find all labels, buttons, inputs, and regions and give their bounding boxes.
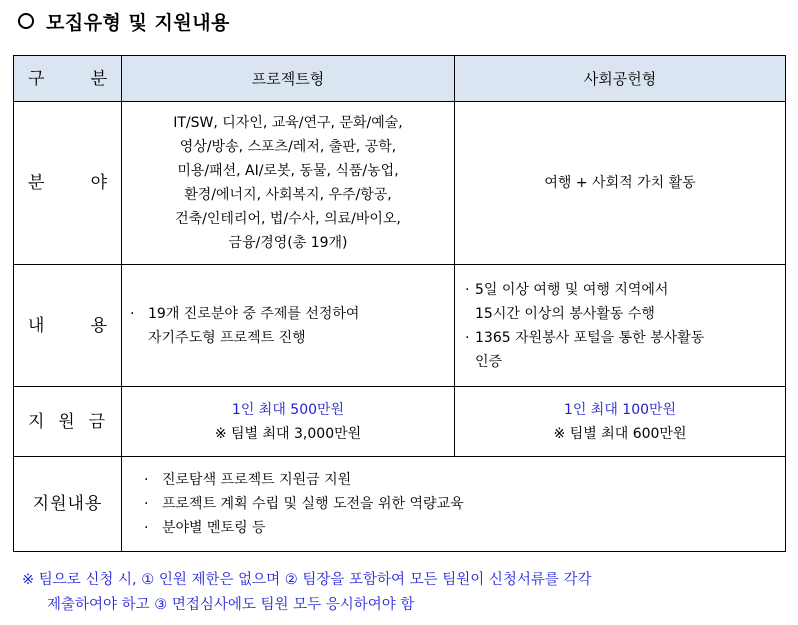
support-label-cell: 지원내용 xyxy=(14,457,122,552)
field-project-line: 미용/패션, AI/로봇, 동물, 식품/농업, xyxy=(177,163,399,179)
header-category-char: 분 xyxy=(90,68,107,89)
field-project-line: 건축/인테리어, 법/수사, 의료/바이오, xyxy=(175,211,401,227)
grant-label-char: 원 xyxy=(58,411,75,432)
table-header-row xyxy=(14,56,786,102)
support-item xyxy=(144,468,785,492)
bullet-dot-icon: · xyxy=(465,329,470,346)
content-label-cell xyxy=(14,265,122,387)
field-project-line: 환경/에너지, 사회복지, 우주/항공, xyxy=(184,187,392,203)
content-social-line: 15시간 이상의 봉사활동 수행 xyxy=(475,305,655,322)
content-social-line: 인증 xyxy=(475,353,503,370)
header-project-cell: 프로젝트형 xyxy=(122,56,455,102)
section-heading xyxy=(18,6,230,36)
content-social-line: 5일 이상 여행 및 여행 지역에서 xyxy=(475,281,669,298)
field-project-line: 금융/경영(총 19개) xyxy=(228,235,348,251)
content-social-item xyxy=(465,326,785,374)
bullet-dot-icon: · xyxy=(144,472,149,488)
grant-label-cell xyxy=(14,387,122,457)
grant-project-main: 1인 최대 500만원 xyxy=(231,401,345,418)
content-project-cell xyxy=(122,265,455,387)
section-title: 모집유형 및 지원내용 xyxy=(46,11,230,34)
bullet-dot-icon: · xyxy=(144,520,149,536)
content-social-line: 1365 자원봉사 포털을 통한 봉사활동 xyxy=(475,329,705,346)
grant-project-cell xyxy=(122,387,455,457)
grant-label-char: 금 xyxy=(88,411,105,432)
grant-label-char: 지 xyxy=(28,411,45,432)
support-item-text: 분야별 멘토링 등 xyxy=(162,520,266,536)
support-item-text: 진로탐색 프로젝트 지원금 지원 xyxy=(162,472,352,488)
recruitment-table xyxy=(13,55,786,552)
content-social-item xyxy=(465,278,785,326)
header-social-cell: 사회공헌형 xyxy=(455,56,786,102)
note-line: ※ 팀으로 신청 시, ① 인원 제한은 없으며 ② 팀장을 포함하여 모든 팀원이 신청서류를 각각 xyxy=(22,572,592,588)
team-application-note xyxy=(22,568,782,618)
field-label-cell xyxy=(14,102,122,265)
field-social-cell xyxy=(455,102,786,265)
content-project-line: 자기주도형 프로젝트 진행 xyxy=(148,329,306,346)
table-row-content xyxy=(14,265,786,387)
content-project-line: 19개 진로분야 중 주제를 선정하여 xyxy=(148,305,360,322)
support-item xyxy=(144,516,785,540)
field-project-cell xyxy=(122,102,455,265)
field-project-line: IT/SW, 디자인, 교육/연구, 문화/예술, xyxy=(173,115,403,131)
support-item-text: 프로젝트 계획 수립 및 실행 도전을 위한 역량교육 xyxy=(162,496,464,512)
circle-bullet-icon xyxy=(18,13,34,29)
support-item xyxy=(144,492,785,516)
bullet-dot-icon: · xyxy=(465,281,470,298)
content-project-item xyxy=(130,302,454,350)
header-category-char: 구 xyxy=(28,68,45,89)
content-social-cell xyxy=(455,265,786,387)
table-row-grant xyxy=(14,387,786,457)
content-label-char: 내 xyxy=(28,315,45,336)
field-project-line: 영상/방송, 스포츠/레저, 출판, 공학, xyxy=(179,139,397,155)
content-label-char: 용 xyxy=(90,315,107,336)
grant-project-sub: ※ 팀별 최대 3,000만원 xyxy=(214,425,362,442)
grant-social-cell xyxy=(455,387,786,457)
bullet-dot-icon: · xyxy=(144,496,149,512)
table-row-field xyxy=(14,102,786,265)
bullet-dot-icon: · xyxy=(130,305,135,322)
support-content-cell xyxy=(122,457,786,552)
grant-social-main: 1인 최대 100만원 xyxy=(563,401,677,418)
field-label-char: 분 xyxy=(28,173,45,193)
field-label-char: 야 xyxy=(90,173,107,193)
table-row-support xyxy=(14,457,786,552)
note-line: 제출하여야 하고 ③ 면접심사에도 팀원 모두 응시하여야 함 xyxy=(47,597,415,613)
grant-social-sub: ※ 팀별 최대 600만원 xyxy=(553,425,687,442)
field-social-text: 여행 + 사회적 가치 활동 xyxy=(544,175,696,191)
header-category-cell xyxy=(14,56,122,102)
